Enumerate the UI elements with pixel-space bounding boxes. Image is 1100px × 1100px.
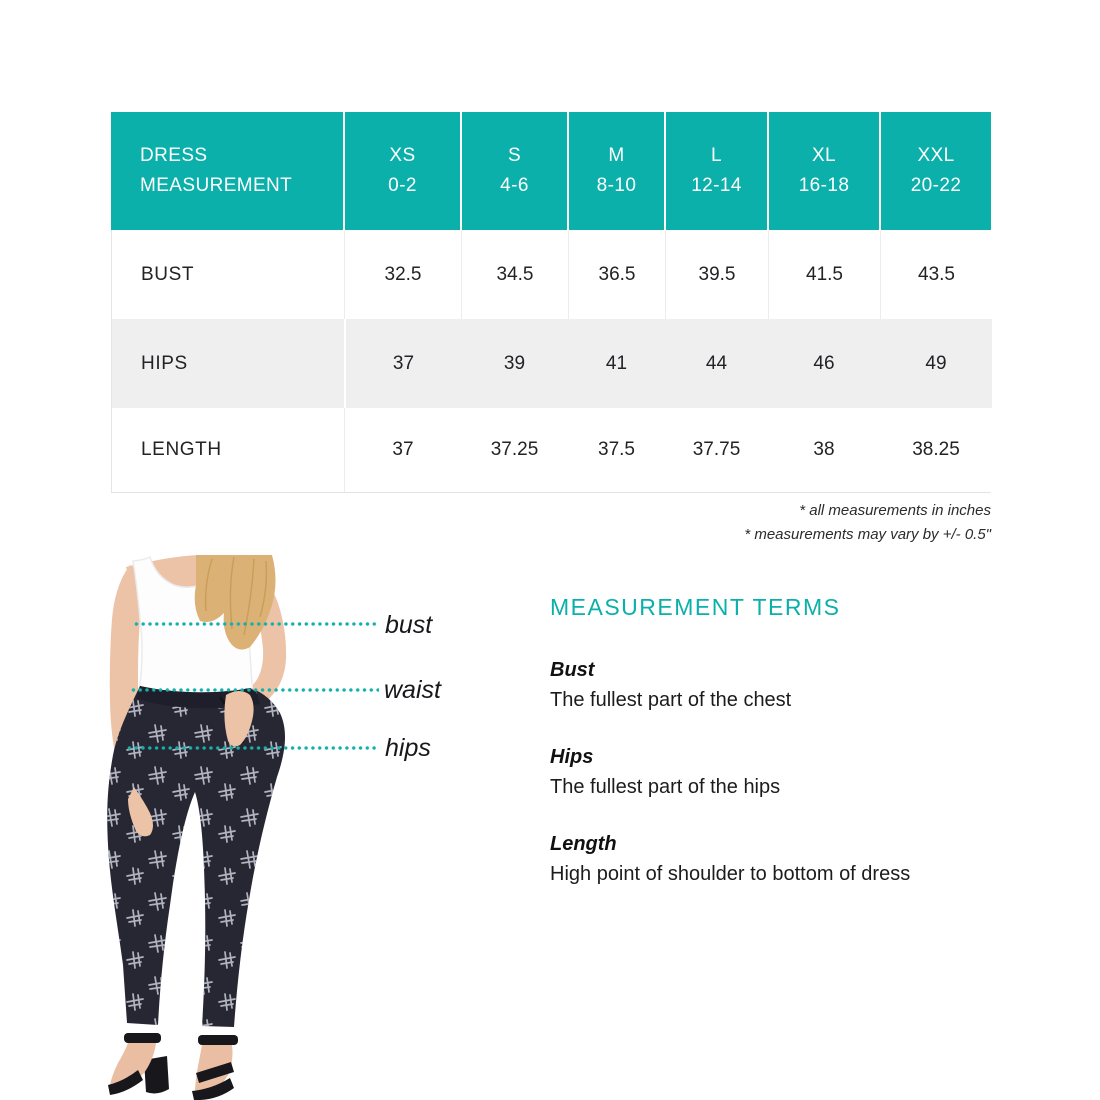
bust-l: 39.5 [665, 230, 768, 319]
hips-dotted-line [126, 746, 379, 750]
footnote-inches: * all measurements in inches [799, 502, 991, 519]
size-range: 12-14 [691, 175, 742, 196]
length-xs: 37 [344, 408, 461, 492]
bust-xxl: 43.5 [880, 230, 992, 319]
size-code: L [711, 145, 722, 166]
size-table-header-row [111, 112, 991, 230]
bust-line-label: bust [385, 611, 433, 639]
length-m: 37.5 [568, 408, 665, 492]
size-code: XS [389, 145, 416, 166]
term-name-hips: Hips [550, 746, 594, 768]
size-table-title-cell [111, 112, 343, 230]
term-def-bust: The fullest part of the chest [550, 689, 792, 711]
size-code: XXL [917, 145, 955, 166]
waist-dotted-line [130, 688, 379, 692]
length-xxl: 38.25 [880, 408, 992, 492]
size-range: 20-22 [910, 175, 962, 196]
hips-xxl: 49 [880, 319, 992, 408]
term-def-hips: The fullest part of the hips [550, 776, 781, 798]
term-length [550, 829, 1030, 889]
size-range: 16-18 [798, 175, 850, 196]
back-ankle-strap [124, 1033, 161, 1043]
length-l: 37.75 [665, 408, 768, 492]
bust-xl: 41.5 [768, 230, 880, 319]
size-range: 4-6 [500, 175, 529, 196]
term-bust [550, 655, 1030, 715]
size-code: M [608, 145, 625, 166]
size-column-m [567, 112, 664, 230]
bust-xs: 32.5 [344, 230, 461, 319]
hips-m: 41 [568, 319, 665, 408]
hips-l: 44 [665, 319, 768, 408]
size-range: 0-2 [388, 175, 417, 196]
size-column-xl [767, 112, 879, 230]
size-column-l [664, 112, 767, 230]
footnote-variance: * measurements may vary by +/- 0.5" [744, 526, 991, 543]
bust-dotted-line [133, 622, 379, 626]
length-xl: 38 [768, 408, 880, 492]
hips-s: 39 [461, 319, 568, 408]
term-name-bust: Bust [550, 659, 595, 681]
term-def-length: High point of shoulder to bottom of dress [550, 863, 911, 885]
front-ankle-strap [198, 1035, 238, 1045]
model-photo [100, 555, 335, 1100]
row-label-bust: BUST [112, 230, 344, 319]
measurement-terms-heading: MEASUREMENT TERMS [550, 594, 841, 620]
hips-xs: 37 [344, 319, 461, 408]
term-hips [550, 742, 1030, 802]
footnotes [744, 499, 991, 547]
size-column-s [460, 112, 567, 230]
size-column-xxl [879, 112, 991, 230]
hips-xl: 46 [768, 319, 880, 408]
size-table-body [111, 230, 991, 493]
size-table [111, 112, 991, 493]
measurement-terms-section [550, 593, 1030, 916]
row-label-hips: HIPS [112, 319, 344, 408]
model-pants-pattern [107, 686, 285, 1027]
length-s: 37.25 [461, 408, 568, 492]
size-column-xs [343, 112, 460, 230]
bust-s: 34.5 [461, 230, 568, 319]
size-table-title-line-1: DRESS [140, 145, 208, 166]
waist-line-label: waist [384, 676, 441, 704]
size-code: XL [811, 145, 837, 166]
hips-line-label: hips [385, 734, 431, 762]
size-table-title-line-2: MEASUREMENT [140, 175, 293, 196]
size-range: 8-10 [596, 175, 637, 196]
bust-m: 36.5 [568, 230, 665, 319]
term-name-length: Length [550, 833, 617, 855]
size-code: S [507, 145, 522, 166]
row-label-length: LENGTH [112, 408, 344, 492]
